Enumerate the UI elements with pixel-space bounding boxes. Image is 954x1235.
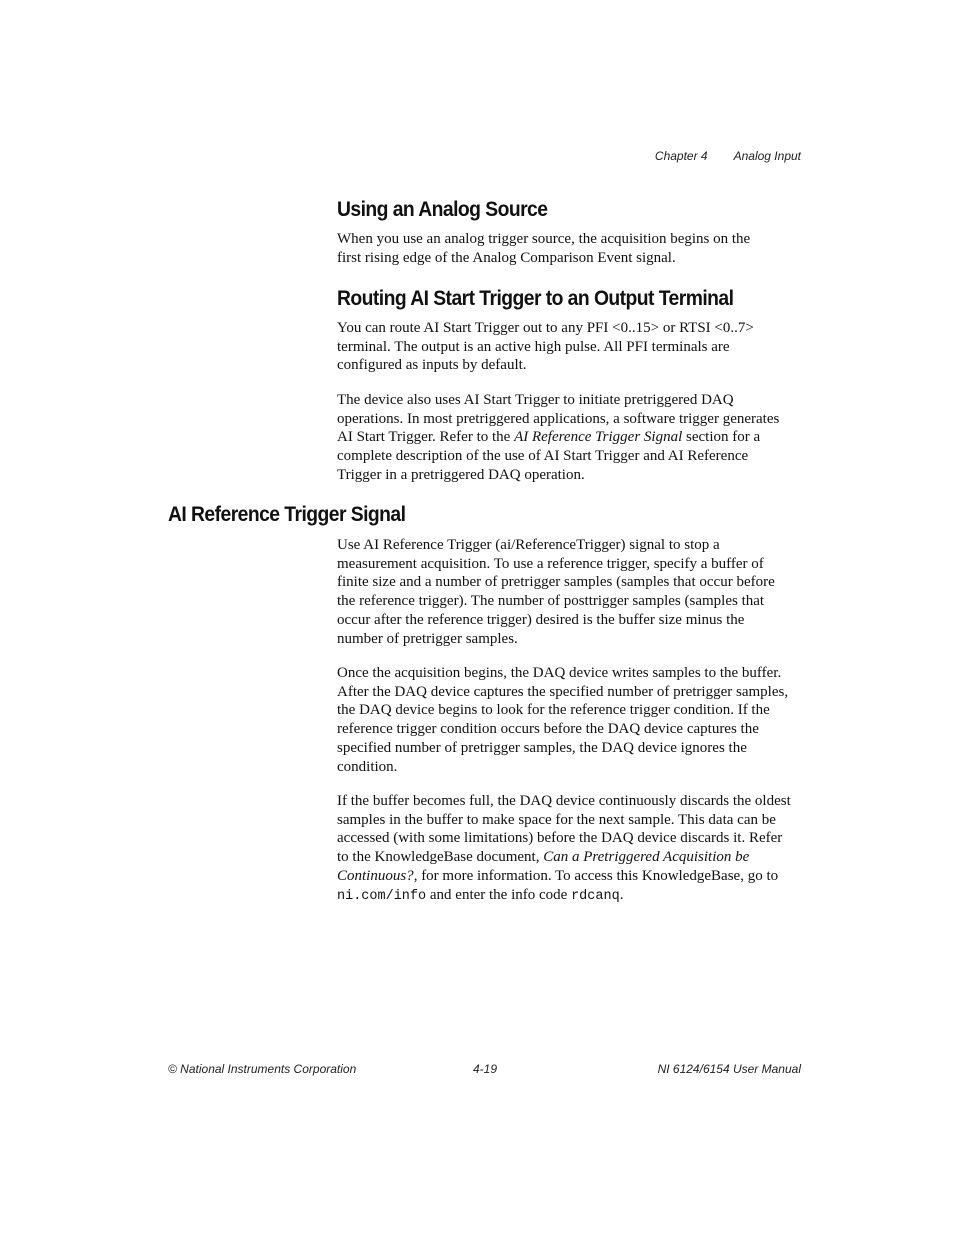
knowledgebase-title-cont: Continuous? (337, 867, 414, 884)
paragraph-routing-2: The device also uses AI Start Trigger to initiate pretriggered DAQ operations. In most pretriggered applications, a software trigger generates AI Start Trigger. Refer to the AI Reference Trigger Signal section for a complete description of the use of AI Start Trigger and AI Reference Trigger in a pretriggered DAQ operation. (337, 392, 780, 483)
footer-copyright: © National Instruments Corporation (168, 1062, 357, 1076)
heading-using-analog-source: Using an Analog Source (337, 198, 548, 221)
chapter-label: Chapter 4 (654, 149, 708, 163)
paragraph-reference-3: If the buffer becomes full, the DAQ device continuously discards the oldest samples in the buffer to make space for the next sample. This data can be accessed (with some limitations) before the DAQ device discards it. Refer to the KnowledgeBase document, Can a Pretriggered Acquisition be Continuous?, for more information. To access this KnowledgeBase, go to ni.com/info and enter the info code rdcanq. (337, 793, 791, 904)
paragraph-routing-1: You can route AI Start Trigger out to any PFI <0..15> or RTSI <0..7> terminal. The output is an active high pulse. All PFI terminals are configured as inputs by default. (337, 320, 754, 374)
footer-page-number: 4-19 (473, 1062, 498, 1076)
heading-routing-ai-start-trigger: Routing AI Start Trigger to an Output Terminal (337, 287, 734, 310)
paragraph-analog-source: When you use an analog trigger source, the acquisition begins on the first rising edge of the Analog Comparison Event signal. (337, 231, 751, 266)
section-label: Analog Input (733, 149, 801, 163)
footer-manual-title: NI 6124/6154 User Manual (657, 1062, 801, 1076)
info-code: rdcanq (571, 888, 620, 904)
paragraph-reference-1: Use AI Reference Trigger (ai/ReferenceTrigger) signal to stop a measurement acquisition. To use a reference trigger, specify a buffer of finite size and a number of pretrigger samples (samples that occur before the reference trigger). The number of posttrigger samples (samples that occur after the reference trigger) desired is the buffer size minus the number of pretrigger samples. (337, 537, 775, 647)
knowledgebase-title: Can a Pretriggered Acquisition be (543, 849, 750, 866)
url-text: ni.com/info (337, 888, 427, 904)
cross-reference-link: AI Reference Trigger Signal (514, 429, 683, 446)
running-header (655, 149, 801, 163)
heading-ai-reference-trigger-signal: AI Reference Trigger Signal (168, 503, 406, 526)
paragraph-reference-2: Once the acquisition begins, the DAQ device writes samples to the buffer. After the DAQ device captures the specified number of pretrigger samples, the DAQ device begins to look for the reference trigger condition. If the reference trigger condition occurs before the DAQ device captures the specified number of pretrigger samples, the DAQ device ignores the condition. (337, 665, 789, 775)
